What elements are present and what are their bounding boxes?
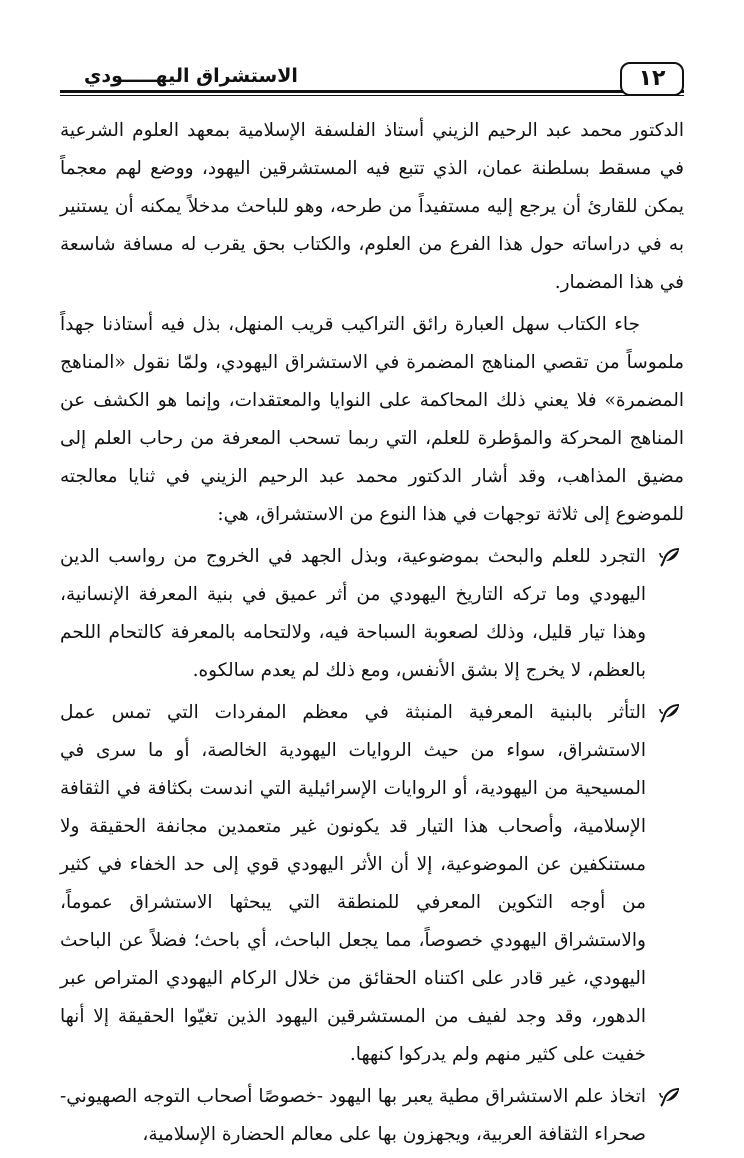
paragraph: جاء الكتاب سهل العبارة رائق التراكيب قريب المنهل، بذل فيه أستاذنا جهداً ملموساً من تقصي المناهج المضمرة في الاستشراق اليهودي، ولمّا نقول «المناهج المضمرة» فلا يعني ذلك المحاكمة على النوايا والمعتقدات، وإنما هو الكشف عن المناهج المحركة والمؤطرة للعلم، التي ربما تسحب المعرفة من رحاب العلم إلى مضيق المذاهب، وقد أشار الدكتور محمد عبد الرحيم الزيني في ثنايا معالجته للموضوع إلى ثلاثة توجهات في هذا النوع من الاستشراق، هي: — [60, 314, 684, 525]
header-rule-thin — [60, 95, 684, 96]
leaf-ornament-icon — [658, 701, 682, 725]
list-item-text: التجرد للعلم والبحث بموضوعية، وبذل الجهد في الخروج من رواسب الدين اليهودي وما تركه التاريخ اليهودي من أثر عميق في بنية المعرفة الإنسانية، وهذا تيار قليل، وذلك لصعوبة السباحة فيه، ولالتحامه بالمعرفة كالتحام اللحم بالعظم، لا يخرج إلا بشق الأنفس، ومع ذلك لم يعدم سالكوه. — [60, 546, 646, 681]
list-item — [60, 694, 684, 1074]
list-item-text: اتخاذ علم الاستشراق مطية يعبر بها اليهود -خصوصًا أصحاب التوجه الصهيوني- صحراء الثقافة العربية، ويجهزون بها على معالم الحضارة الإسلامية، — [60, 1086, 646, 1145]
list-item — [60, 538, 684, 690]
leaf-ornament-icon — [658, 545, 682, 569]
running-header — [60, 60, 684, 100]
list-item — [60, 1078, 684, 1154]
running-title: الاستشراق اليهـــــودي — [74, 64, 308, 88]
page-number: ١٢ — [620, 62, 684, 96]
trend-list — [60, 538, 684, 1154]
header-rule — [60, 90, 684, 93]
leaf-ornament-icon — [658, 1085, 682, 1109]
list-item-text: التأثر بالبنية المعرفية المنبثة في معظم المفردات التي تمس عمل الاستشراق، سواء من حيث الروايات اليهودية الخالصة، أو ما سرى في المسيحية من اليهودية، أو الروايات الإسرائيلية التي اندست بكثافة في الثقافة الإسلامية، وأصحاب هذا التيار قد يكونون غير متعمدين مجانفة الحقيقة ولا مستنكفين عن الموضوعية، إلا أن الأثر اليهودي قوي إلى حد الخفاء في كثير من أوجه التكوين المعرفي للمنطقة التي يبحثها الاستشراق عموماً، والاستشراق اليهودي خصوصاً، مما يجعل الباحث، أي باحث؛ فضلاً عن الباحث اليهودي، غير قادر على اكتناه الحقائق من خلال الركام اليهودي المتراص عبر الدهور، وقد وجد لفيف من المستشرقين اليهود الذين تغيّوا الحقيقة إلا أنها خفيت على كثير منهم ولم يدركوا كنهها. — [60, 702, 646, 1065]
body-text — [60, 112, 684, 1158]
paragraph: الدكتور محمد عبد الرحيم الزيني أستاذ الفلسفة الإسلامية بمعهد العلوم الشرعية في مسقط بسلطنة عمان، الذي تتبع فيه المستشرقين اليهود، ووضع لهم معجماً يمكن للقارئ أن يرجع إليه مستفيداً من طرحه، وهو للباحث مدخلاً يمكنه أن يستنير به في دراساته حول هذا الفرع من العلوم، والكتاب بحق يقرب له مسافة شاسعة في هذا المضمار. — [60, 120, 684, 293]
